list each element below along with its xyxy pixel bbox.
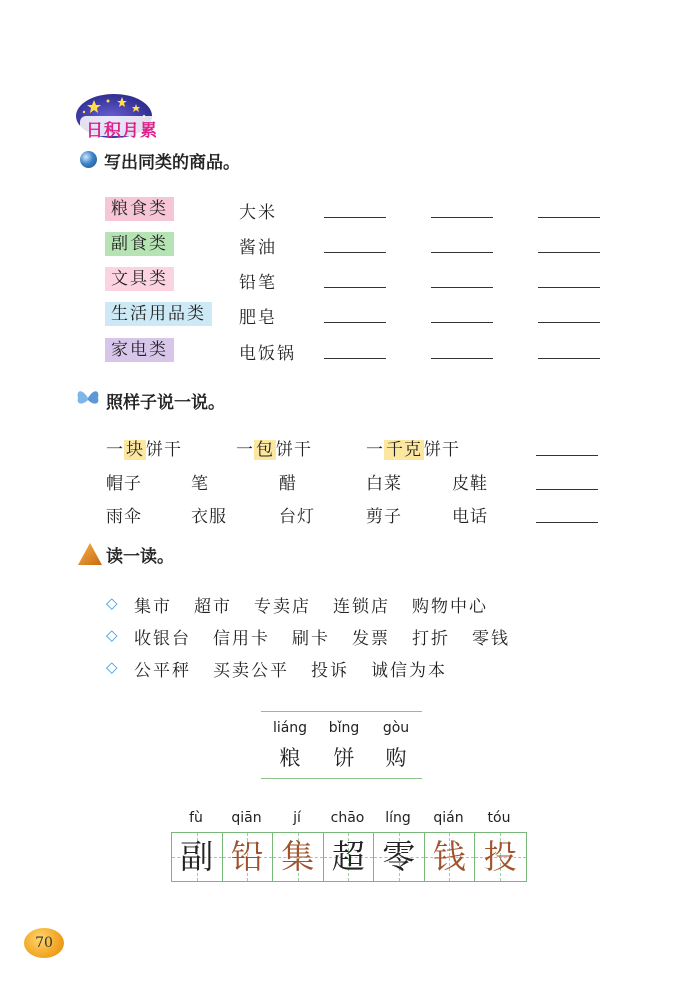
page-number: 70 [24,928,64,958]
answer-blank [431,286,493,288]
pinyin: bǐng [328,720,360,736]
noun-word: 电话 [452,507,488,527]
character: 购 [385,746,407,770]
answer-blank [431,321,493,323]
category-label: 副食类 [105,232,174,256]
noun-word: 衣服 [191,507,227,527]
measure-word: 包 [256,440,274,460]
triangle-bullet-icon [77,541,103,571]
pinyin: líng [385,810,411,826]
reading-word: 收银台 [134,629,191,649]
item-example: 肥皂 [239,308,277,328]
reading-word: 超市 [194,597,232,617]
writing-cell [374,833,425,881]
noun-word: 剪子 [366,507,402,527]
category-label: 家电类 [105,338,174,362]
character: 零 [382,837,416,876]
section-3-title: 读一读。 [106,547,174,567]
pinyin: gòu [382,720,410,736]
pinyin: fù [189,810,203,826]
writing-cell [475,833,526,881]
answer-blank [324,286,386,288]
pinyin: qiān [231,810,262,826]
section-2-title: 照样子说一说。 [106,393,225,413]
answer-blank [538,286,600,288]
ball-bullet-icon [80,151,97,168]
item-example: 电饭锅 [239,344,296,364]
pinyin: tóu [487,810,511,826]
answer-blank [538,216,600,218]
reading-word: 集市 [134,597,172,617]
numeral: 一 [366,440,384,460]
diamond-bullet-icon: ◇ [106,594,118,612]
character: 钱 [432,837,466,876]
section-1-title: 写出同类的商品。 [104,153,240,173]
item-example: 酱油 [239,238,277,258]
noun-word: 台灯 [279,507,315,527]
section-badge [74,92,174,140]
reading-word: 零钱 [472,629,510,649]
reading-word: 买卖公平 [213,661,289,681]
reading-word: 连锁店 [333,597,390,617]
reading-word: 发票 [352,629,390,649]
reading-line [134,592,510,617]
answer-blank [324,357,386,359]
noun-word: 醋 [279,474,297,494]
answer-blank [431,357,493,359]
writing-grid [171,832,527,882]
answer-blank [538,321,600,323]
numeral: 一 [106,440,124,460]
noun-word: 笔 [191,474,209,494]
numeral: 一 [236,440,254,460]
reading-word: 投诉 [311,661,349,681]
pinyin: jí [293,810,301,826]
writing-cell [324,833,375,881]
item-example: 铅笔 [239,273,277,293]
reading-word: 购物中心 [412,597,488,617]
character: 投 [483,837,517,876]
noun: 饼干 [424,440,460,460]
character: 粮 [279,746,301,770]
diamond-bullet-icon: ◇ [106,658,118,676]
reading-word: 打折 [412,629,450,649]
pinyin: liáng [272,720,308,736]
answer-blank [538,357,600,359]
measure-word: 千克 [386,440,422,460]
example-phrase [366,435,460,460]
diamond-bullet-icon: ◇ [106,626,118,644]
category-label: 粮食类 [105,197,174,221]
answer-blank [431,216,493,218]
pinyin: chāo [330,810,365,826]
noun-word: 帽子 [106,474,142,494]
writing-cell [172,833,223,881]
answer-blank [431,251,493,253]
answer-blank [536,488,598,490]
reading-line [134,624,532,649]
character: 饼 [333,746,355,770]
character: 副 [180,837,214,876]
answer-blank [536,521,598,523]
answer-blank [324,321,386,323]
reading-word: 信用卡 [213,629,270,649]
measure-word: 块 [126,440,144,460]
noun-word: 皮鞋 [452,474,488,494]
writing-cell [425,833,476,881]
noun-word: 雨伞 [106,507,142,527]
noun: 饼干 [146,440,182,460]
answer-blank [324,251,386,253]
pinyin: qián [433,810,464,826]
character: 铅 [230,837,264,876]
reading-word: 刷卡 [292,629,330,649]
answer-blank [538,251,600,253]
character: 超 [331,837,365,876]
reading-word: 诚信为本 [371,661,447,681]
character: 集 [281,837,315,876]
reading-line [134,656,469,681]
example-phrase [236,435,312,460]
reading-word: 专卖店 [254,597,311,617]
answer-blank [536,454,598,456]
category-label: 文具类 [105,267,174,291]
example-phrase [106,435,182,460]
answer-blank [324,216,386,218]
writing-cell [273,833,324,881]
reading-word: 公平秤 [134,661,191,681]
category-label: 生活用品类 [105,302,212,326]
noun: 饼干 [276,440,312,460]
item-example: 大米 [239,203,277,223]
writing-cell [223,833,274,881]
noun-word: 白菜 [366,474,402,494]
butterfly-bullet-icon [76,388,100,412]
badge-label: 日积月累 [86,121,158,141]
bottom-rule [261,778,422,779]
top-rule [261,711,422,712]
